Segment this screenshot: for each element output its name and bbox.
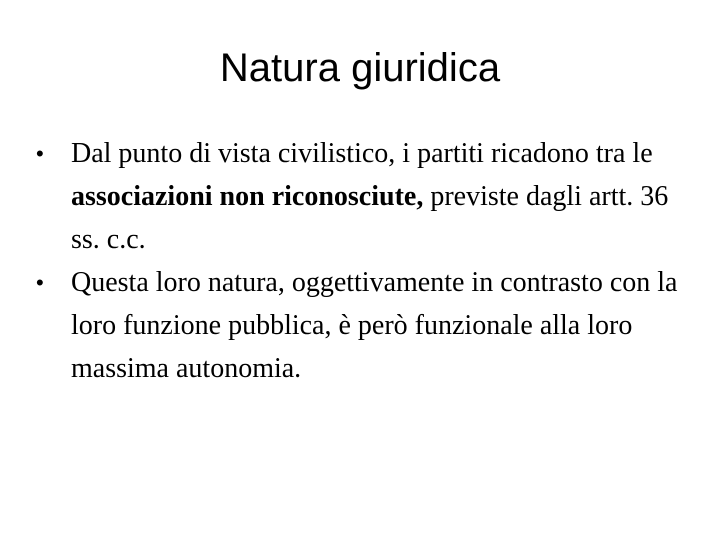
bullet-icon: • (36, 141, 44, 166)
bullet-text-bold: associazioni non riconosciute, (71, 181, 424, 212)
bullet-text-end: previste dagli artt. 36 ss. c.c. (71, 181, 669, 255)
bullet-item-civil-law (36, 132, 696, 261)
bullet-text: Questa loro natura, oggettivamente in contrasto con la loro funzione pubblica, è però funzionale alla loro massima autonomia. (71, 267, 678, 384)
bullet-icon: • (36, 270, 44, 295)
bullet-list (36, 132, 696, 390)
bullet-item-autonomy (36, 261, 696, 390)
slide-title: Natura giuridica (219, 46, 501, 90)
bullet-text-start: Dal punto di vista civilistico, i partiti ricadono tra le (71, 138, 653, 169)
